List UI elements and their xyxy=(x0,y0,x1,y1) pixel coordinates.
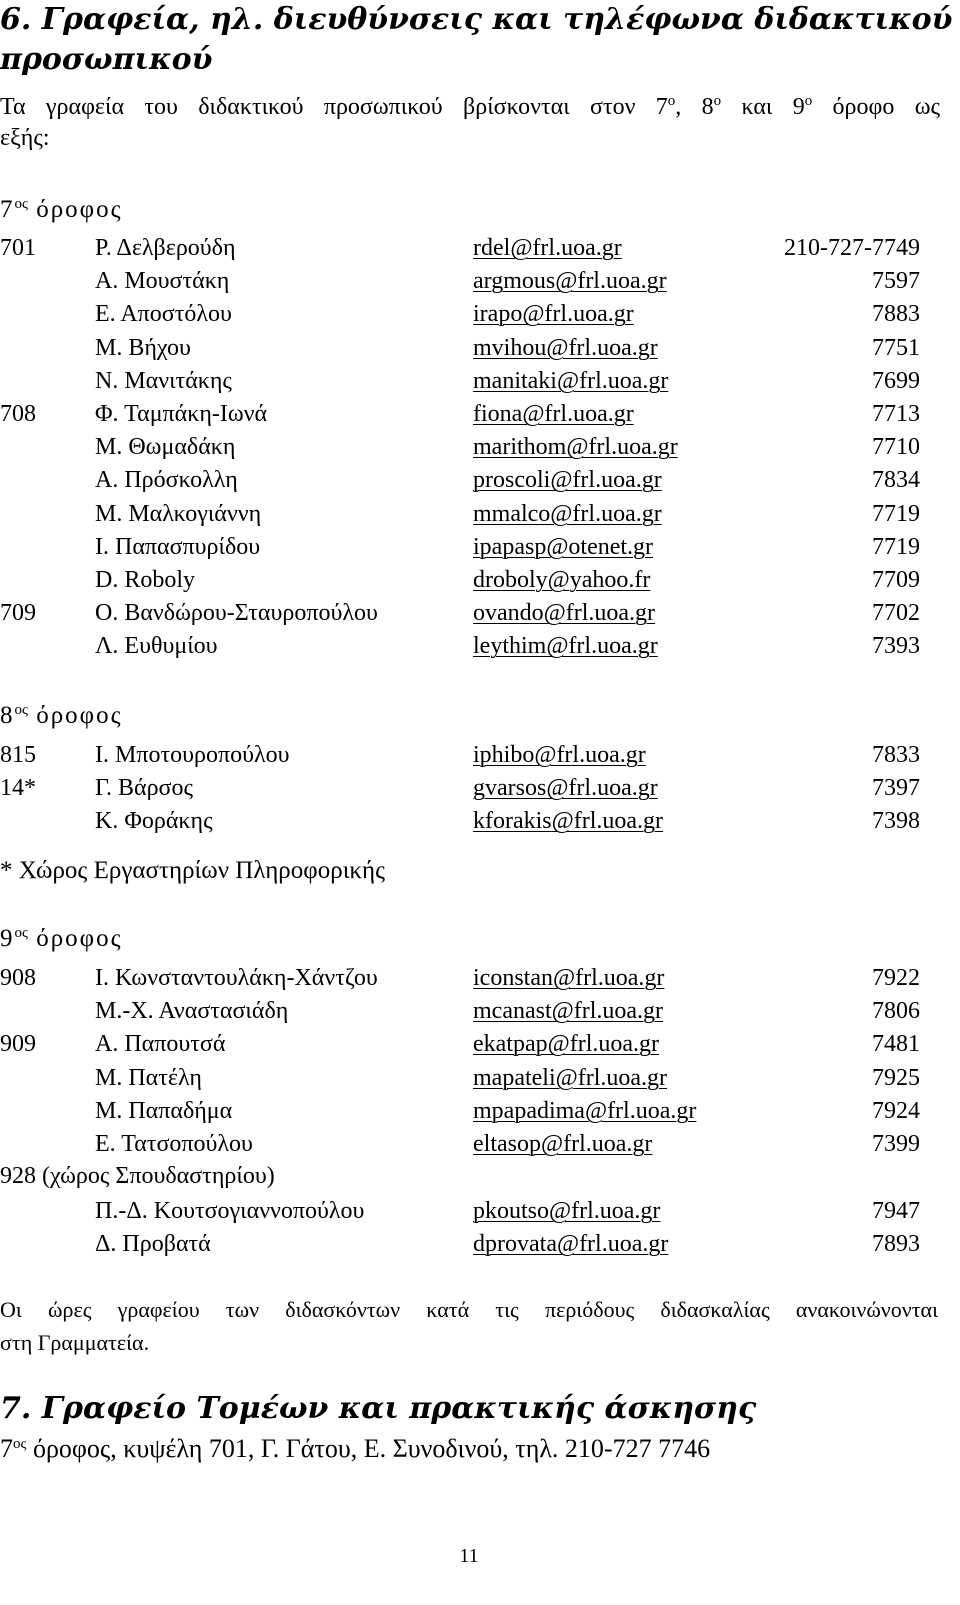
room-number: 701 xyxy=(0,235,36,261)
email-link[interactable]: ekatpap@frl.uoa.gr xyxy=(473,1031,660,1058)
email-link[interactable]: droboly@yahoo.fr xyxy=(473,567,651,593)
staff-name: Μ.-Χ. Αναστασιάδη xyxy=(95,998,289,1025)
staff-name: Π.-Δ. Κουτσογιαννοπούλου xyxy=(95,1198,365,1224)
staff-name: Ο. Βανδώρου-Σταυροπούλου xyxy=(95,600,378,627)
staff-row xyxy=(0,1095,940,1128)
section-6-title xyxy=(0,0,955,80)
email-link[interactable]: ipapasp@otenet.gr xyxy=(473,533,654,560)
staff-name: Μ. Θωμαδάκη xyxy=(95,434,236,461)
staff-row xyxy=(0,464,940,497)
phone-number: 7947 xyxy=(872,1198,920,1224)
staff-name: Μ. Παπαδήμα xyxy=(95,1097,233,1124)
staff-name: Δ. Προβατά xyxy=(95,1231,211,1258)
staff-row xyxy=(0,332,940,365)
staff-name: Α. Παπουτσά xyxy=(95,1031,226,1058)
email-link[interactable]: manitaki@frl.uoa.gr xyxy=(473,367,669,394)
staff-row xyxy=(0,498,940,531)
section-6-title-line-2: προσωπικού xyxy=(0,42,213,77)
office-hours-paragraph xyxy=(0,1293,938,1359)
phone-number: 7710 xyxy=(872,434,920,461)
staff-row xyxy=(0,232,940,265)
staff-row xyxy=(0,962,940,995)
email-link[interactable]: iphibo@frl.uoa.gr xyxy=(473,742,646,768)
intro-line-1: Τα γραφεία του διδακτικού προσωπικού βρίσκονται στον $7^o$, $8^o$ και $9^o$ όροφο ως xyxy=(0,93,941,120)
staff-row xyxy=(0,772,940,805)
staff-row xyxy=(0,531,940,564)
staff-row xyxy=(0,398,940,431)
phone-number: 7834 xyxy=(872,467,920,494)
phone-number: 7699 xyxy=(872,367,920,394)
email-link[interactable]: ovando@frl.uoa.gr xyxy=(473,600,656,627)
email-link[interactable]: argmous@frl.uoa.gr xyxy=(473,268,667,295)
intro-line-2: εξής: xyxy=(0,125,50,151)
staff-row xyxy=(0,739,940,772)
staff-row xyxy=(0,805,940,838)
section-6-title-line-1: 6. Γραφεία, ηλ. διευθύνσεις και τηλέφωνα διδακτικού xyxy=(0,2,953,37)
room-number: 908 xyxy=(0,965,36,991)
staff-row xyxy=(0,431,940,464)
phone-number: 7399 xyxy=(872,1131,920,1157)
staff-name: Ι. Κωνσταντουλάκη-Χάντζου xyxy=(95,965,378,991)
staff-name: Α. Πρόσκολλη xyxy=(95,467,238,494)
staff-row xyxy=(0,1195,940,1228)
email-link[interactable]: irapo@frl.uoa.gr xyxy=(473,301,634,328)
floor-9-heading: $9^{o\varsigma}$ όροφος xyxy=(0,925,123,952)
email-link[interactable]: marithom@frl.uoa.gr xyxy=(473,434,678,461)
phone-number: 7709 xyxy=(872,567,920,593)
email-link[interactable]: mvihou@frl.uoa.gr xyxy=(473,334,658,361)
staff-name: Μ. Πατέλη xyxy=(95,1064,202,1091)
staff-name: Ι. Παπασπυρίδου xyxy=(95,533,261,560)
email-link[interactable]: rdel@frl.uoa.gr xyxy=(473,235,622,261)
phone-number: 7924 xyxy=(872,1097,920,1124)
email-link[interactable]: fiona@frl.uoa.gr xyxy=(473,401,634,427)
staff-row xyxy=(0,564,940,597)
staff-name: Μ. Βήχου xyxy=(95,334,191,361)
room-number: 709 xyxy=(0,600,36,627)
phone-number: 7922 xyxy=(872,965,920,991)
staff-name: Φ. Ταμπάκη-Ιωνά xyxy=(95,401,268,427)
phone-number: 7481 xyxy=(872,1031,920,1058)
phone-number: 7806 xyxy=(872,998,920,1025)
staff-name: Ν. Μανιτάκης xyxy=(95,367,232,394)
email-link[interactable]: mapateli@frl.uoa.gr xyxy=(473,1064,668,1091)
email-link[interactable]: leythim@frl.uoa.gr xyxy=(473,633,658,660)
office-hours-line-2: στη Γραμματεία. xyxy=(0,1330,150,1355)
staff-name: Γ. Βάρσος xyxy=(95,775,193,802)
staff-name: Μ. Μαλκογιάννη xyxy=(95,500,262,527)
staff-name: Ε. Αποστόλου xyxy=(95,301,232,328)
staff-row xyxy=(0,597,940,630)
staff-row xyxy=(0,265,940,298)
phone-number: 7833 xyxy=(872,742,920,768)
phone-number: 7751 xyxy=(872,334,920,361)
staff-row xyxy=(0,630,940,663)
room-number: 14* xyxy=(0,775,36,802)
staff-name: Ι. Μποτουροπούλου xyxy=(95,742,290,768)
lab-note: * Χώρος Εργαστηρίων Πληροφορικής xyxy=(0,857,385,884)
intro-paragraph xyxy=(0,92,940,154)
email-link[interactable]: kforakis@frl.uoa.gr xyxy=(473,808,664,835)
staff-name: Α. Μουστάκη xyxy=(95,268,230,295)
section-7-text: $7^{o\varsigma}$ όροφος, κυψέλη 701, Γ. Γάτου, Ε. Συνοδινού, τηλ. 210-727 7746 xyxy=(0,1434,711,1463)
section-7-title: 7. Γραφείο Τομέων και πρακτικής άσκησης xyxy=(0,1391,757,1426)
study-room-label: 928 (χώρος Σπουδαστηρίου) xyxy=(0,1163,275,1189)
phone-number: 210-727-7749 xyxy=(784,235,920,261)
page-number: 11 xyxy=(459,1545,479,1567)
office-hours-line-1: Οι ώρες γραφείου των διδασκόντων κατά τις περιόδους διδασκαλίας ανακοινώνονται xyxy=(0,1297,938,1322)
email-link[interactable]: proscoli@frl.uoa.gr xyxy=(473,467,662,494)
phone-number: 7393 xyxy=(872,633,920,660)
email-link[interactable]: iconstan@frl.uoa.gr xyxy=(473,965,665,991)
staff-row xyxy=(0,298,940,331)
email-link[interactable]: mpapadima@frl.uoa.gr xyxy=(473,1097,697,1124)
floor-8-heading: $8^{o\varsigma}$ όροφος xyxy=(0,702,123,729)
staff-row xyxy=(0,995,940,1028)
staff-name: Ρ. Δελβερούδη xyxy=(95,235,236,261)
phone-number: 7702 xyxy=(872,600,920,627)
room-number: 708 xyxy=(0,401,36,427)
phone-number: 7719 xyxy=(872,500,920,527)
email-link[interactable]: eltasop@frl.uoa.gr xyxy=(473,1131,653,1157)
phone-number: 7893 xyxy=(872,1231,920,1258)
phone-number: 7925 xyxy=(872,1064,920,1091)
staff-name: Κ. Φοράκης xyxy=(95,808,213,835)
phone-number: 7719 xyxy=(872,533,920,560)
staff-row xyxy=(0,1062,940,1095)
email-link[interactable]: pkoutso@frl.uoa.gr xyxy=(473,1198,661,1224)
room-number: 909 xyxy=(0,1031,36,1058)
email-link[interactable]: gvarsos@frl.uoa.gr xyxy=(473,775,658,802)
staff-row xyxy=(0,1128,940,1161)
phone-number: 7883 xyxy=(872,301,920,328)
phone-number: 7397 xyxy=(872,775,920,802)
staff-row xyxy=(0,1228,940,1261)
floor-7-heading: $7^{o\varsigma}$ όροφος xyxy=(0,196,123,223)
staff-name: D. Roboly xyxy=(95,567,196,593)
email-link[interactable]: mmalco@frl.uoa.gr xyxy=(473,500,662,527)
staff-row xyxy=(0,1028,940,1061)
email-link[interactable]: mcanast@frl.uoa.gr xyxy=(473,998,664,1025)
phone-number: 7597 xyxy=(872,268,920,295)
room-number: 815 xyxy=(0,742,36,768)
staff-name: Λ. Ευθυμίου xyxy=(95,633,218,660)
phone-number: 7713 xyxy=(872,401,920,427)
staff-name: Ε. Τατσοπούλου xyxy=(95,1131,253,1157)
email-link[interactable]: dprovata@frl.uoa.gr xyxy=(473,1231,669,1258)
phone-number: 7398 xyxy=(872,808,920,835)
staff-row xyxy=(0,365,940,398)
